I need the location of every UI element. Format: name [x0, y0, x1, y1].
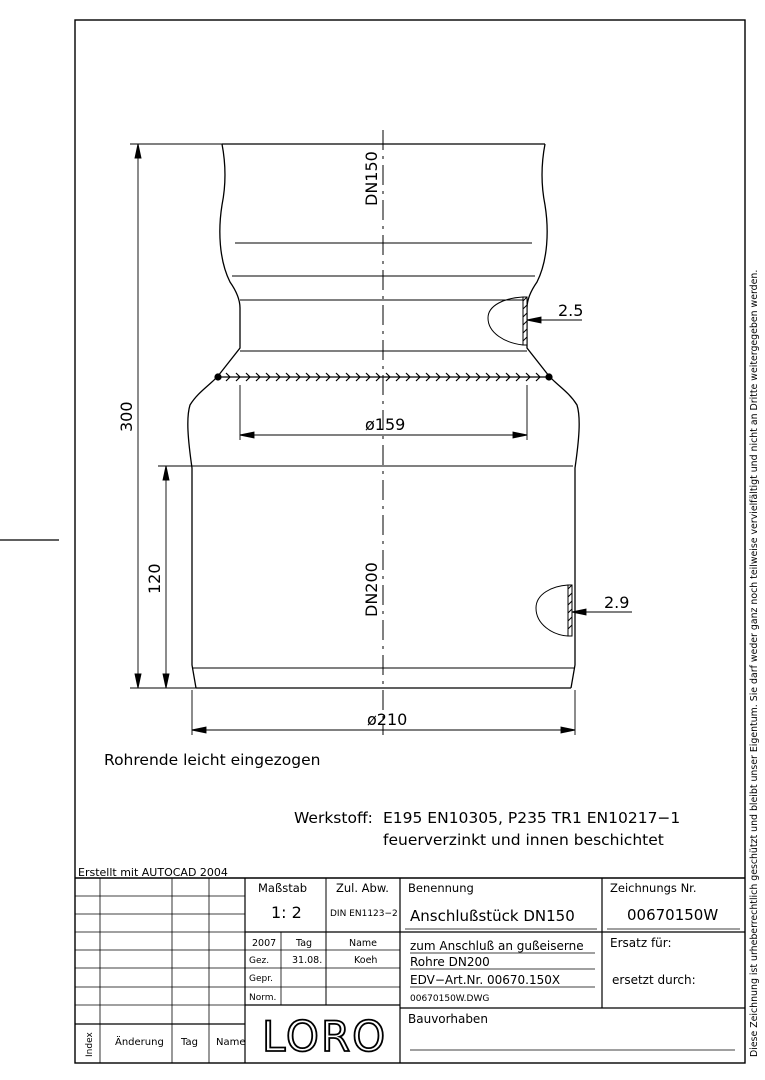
- gepr-label: Gepr.: [249, 974, 273, 984]
- scale-label: Maßstab: [258, 881, 308, 895]
- note-material-line1: E195 EN10305, P235 TR1 EN10217−1: [383, 809, 681, 827]
- gez-name: Koeh: [354, 955, 378, 966]
- tag-header: Tag: [296, 938, 313, 949]
- note-pipe-end: Rohrende leicht eingezogen: [104, 751, 321, 769]
- created-with: Erstellt mit AUTOCAD 2004: [78, 866, 228, 879]
- loro-logo: LORO: [262, 1012, 388, 1061]
- name-header: Name: [349, 938, 378, 949]
- desc-line1: zum Anschluß an gußeiserne: [410, 939, 584, 953]
- dim-wall-2-9: 2.9: [604, 593, 630, 612]
- file-name: 00670150W.DWG: [410, 994, 490, 1004]
- note-material-line2: feuerverzinkt und innen beschichtet: [383, 831, 664, 849]
- replaced-by: ersetzt durch:: [612, 973, 696, 987]
- edv-number: EDV−Art.Nr. 00670.150X: [410, 973, 561, 987]
- tolerance-label: Zul. Abw.: [336, 881, 389, 895]
- drawing-no-value: 00670150W: [627, 906, 719, 924]
- rev-index-header: Index: [85, 1032, 95, 1057]
- replacement-for: Ersatz für:: [610, 936, 672, 950]
- project-label: Bauvorhaben: [408, 1012, 488, 1026]
- wall-detail-lower: [536, 585, 572, 636]
- rev-change-header: Änderung: [115, 1037, 164, 1048]
- scale-value: 1: 2: [271, 903, 302, 922]
- name-label: Benennung: [408, 881, 474, 895]
- wall-detail-upper: [488, 297, 527, 345]
- dimension-lines: [130, 144, 632, 735]
- dim-dia-159: ø159: [365, 415, 406, 434]
- norm-label: Norm.: [249, 993, 277, 1003]
- drawing-no-label: Zeichnungs Nr.: [610, 881, 697, 895]
- note-material-label: Werkstoff:: [294, 809, 373, 827]
- dim-wall-2-5: 2.5: [558, 301, 584, 320]
- dim-dia-210: ø210: [367, 710, 408, 729]
- rev-name-header: Name: [216, 1037, 246, 1048]
- gez-label: Gez.: [249, 956, 270, 966]
- year: 2007: [252, 938, 277, 949]
- tolerance-value: DIN EN1123−2: [330, 909, 398, 919]
- dim-dn200: DN200: [362, 562, 381, 617]
- gez-date: 31.08.: [292, 955, 323, 966]
- copyright-side-text: Diese Zeichnung ist urheberrechtlich geschützt und bleibt unser Eigentum. Sie darf weder ganz noch teilweise vervielfältigt und nicht an Dritte weitergegeben werden.: [749, 269, 760, 1057]
- name-value: Anschlußstück DN150: [410, 907, 575, 925]
- dim-300: 300: [117, 401, 136, 432]
- desc-line2: Rohre DN200: [410, 955, 490, 969]
- dim-dn150: DN150: [362, 151, 381, 206]
- dim-120: 120: [145, 563, 164, 594]
- rev-tag-header: Tag: [181, 1037, 198, 1048]
